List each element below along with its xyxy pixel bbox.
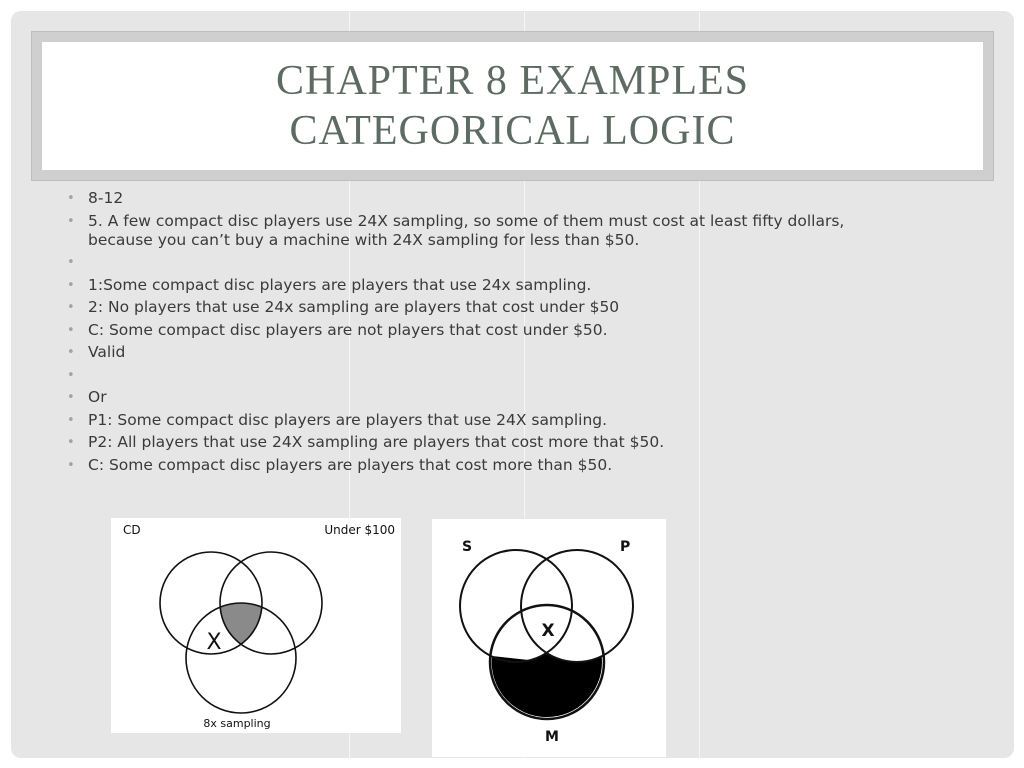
bullet-item (60, 343, 890, 362)
venn-diagram-cd-svg (111, 518, 401, 733)
label-s: S (462, 539, 473, 555)
bullet-dot-icon: • (67, 435, 75, 450)
bullet-text: 8-12 (88, 189, 124, 207)
bullet-text: 1:Some compact disc players are players that use 24x sampling. (88, 275, 592, 294)
slide-title-line-1: CHAPTER 8 EXAMPLES (275, 58, 750, 104)
bullet-item (60, 321, 890, 340)
bullet-text: Valid (88, 343, 126, 361)
bullet-item (60, 189, 890, 208)
bullet-text: C: Some compact disc players are not players that cost under $50. (88, 320, 608, 339)
venn-diagram-spm-svg (432, 519, 666, 757)
bullet-item (60, 212, 890, 250)
bullet-item (60, 366, 890, 385)
bullet-item (60, 433, 890, 452)
bullet-item (60, 388, 890, 407)
label-cd: CD (123, 523, 141, 537)
bullet-dot-icon: • (67, 300, 75, 315)
label-8x-sampling: 8x sampling (203, 717, 271, 730)
bullet-item (60, 456, 890, 475)
bullet-dot-icon: • (67, 277, 75, 293)
bullet-text: C: Some compact disc players are players that cost more than $50. (88, 455, 613, 474)
bullet-text: 2: No players that use 24x sampling are players that cost under $50 (88, 298, 620, 316)
label-p: P (620, 539, 631, 555)
bullet-dot-icon: • (67, 213, 75, 229)
bullet-item (60, 298, 890, 317)
label-m: M (545, 729, 559, 745)
bullet-dot-icon: • (67, 367, 75, 383)
shaded-left-lens (492, 656, 547, 717)
venn-diagram-cd (111, 518, 401, 733)
bullet-dot-icon: • (67, 457, 75, 473)
slide-title-line-2: CATEGORICAL LOGIC (289, 108, 736, 154)
venn-diagram-spm (432, 519, 666, 757)
title-frame (31, 31, 994, 181)
title-box (42, 42, 983, 170)
bullet-text: Or (88, 388, 107, 406)
bullet-dot-icon: • (67, 255, 75, 270)
x-mark: X (541, 621, 555, 641)
bullet-item (60, 253, 890, 272)
bullet-text: 5. A few compact disc players use 24X sampling, so some of them must cost at least fifty dollars, because you can’t buy a machine with 24X sampling for less than $50. (88, 211, 845, 249)
bullet-list (60, 189, 890, 478)
bullet-dot-icon: • (67, 322, 75, 338)
bullet-item (60, 276, 890, 295)
bullet-dot-icon: • (67, 412, 75, 428)
bullet-text: P2: All players that use 24X sampling are players that cost more that $50. (88, 433, 665, 451)
bullet-dot-icon: • (67, 191, 75, 206)
bullet-text: P1: Some compact disc players are players that use 24X sampling. (88, 410, 608, 429)
x-mark: X (206, 630, 222, 655)
bullet-dot-icon: • (67, 345, 75, 360)
label-under-100: Under $100 (324, 523, 395, 537)
bullet-item (60, 411, 890, 430)
bullet-dot-icon: • (67, 390, 75, 405)
